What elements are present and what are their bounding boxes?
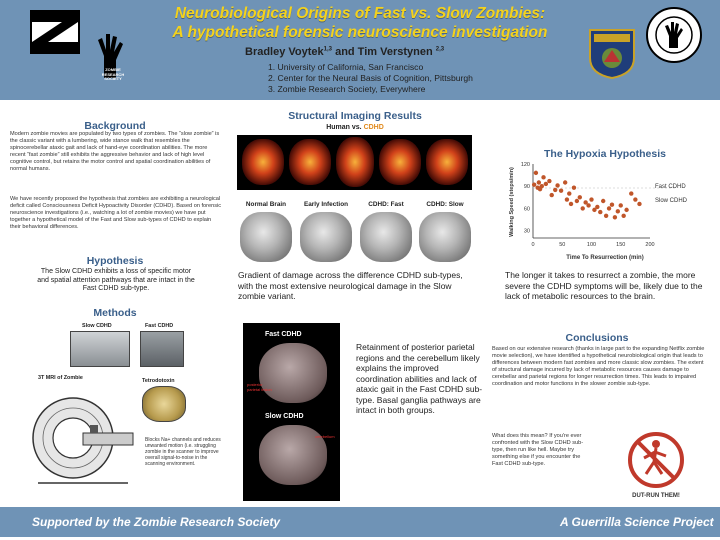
scatter-point	[637, 202, 641, 206]
imaging-subheading-human: Human vs.	[326, 124, 364, 131]
hypoxia-heading: The Hypoxia Hypothesis	[544, 148, 666, 160]
poster-title	[150, 4, 570, 42]
imaging-subheading-cdhd: CDHD	[363, 124, 384, 131]
scatter-point	[616, 209, 620, 213]
scan-slice-1	[242, 139, 284, 185]
y-tick-label: 30	[523, 228, 530, 235]
method-label-fast: Fast CDHD	[145, 323, 174, 329]
affiliation-3: 3. Zombie Research Society, Everywhere	[268, 84, 426, 94]
zombie-logo-text: ZOMBIE RESEARCH SOCIETY	[101, 67, 125, 81]
chart-points	[532, 171, 642, 220]
scatter-point	[601, 199, 605, 203]
scatter-point	[604, 214, 608, 218]
scatter-point	[598, 210, 602, 214]
author-voytek: Bradley Voytek	[245, 46, 324, 58]
running-zombie-icon	[608, 430, 704, 496]
guerrilla-science-logo	[30, 10, 80, 54]
pufferfish-photo	[142, 386, 186, 422]
y-axis-label: Walking Speed (steps/min)	[509, 167, 515, 237]
scatter-point	[629, 191, 633, 195]
brain-annot-parietal: posterior parietal lesion	[247, 382, 272, 392]
run-sign	[608, 430, 704, 505]
fast-brain-render	[259, 343, 327, 403]
fast-slow-brain-panel	[243, 323, 340, 501]
footer-sponsor: Supported by the Zombie Research Society	[32, 515, 281, 529]
background-para-1: Modern zombie movies are populated by two types of zombies. The “slow zombie” is the classic variant with a lumbering, wide stance walk that resembles the spinocerebellar ataxic gait and lack of hand-eye coordination abilities. The more recent “fast zombie” still exhibits the aggressive behavior and lack of high level cognitive control, but retains the motor control and spatial coordination abilities of normal humans.	[10, 131, 220, 172]
mri-scanner-illustration	[28, 383, 138, 498]
scatter-point	[613, 215, 617, 219]
annotation-fast: Fast CDHD	[655, 184, 686, 190]
scatter-point	[541, 175, 545, 179]
scatter-point	[540, 184, 544, 188]
title-line-1: Neurobiological Origins of Fast vs. Slow Zombies:	[174, 5, 546, 22]
hypothesis-heading: Hypothesis	[86, 255, 144, 267]
brains-text: Retainment of posterior parietal regions and the cerebellum likely explains the improved coordination abilities and lack of ataxic gait in the Fast CDHD sub-type. Basal ganglia pathways are intact in both groups.	[356, 342, 483, 415]
scatter-point	[578, 195, 582, 199]
scatter-point	[589, 197, 593, 201]
scan-slice-2	[289, 139, 331, 185]
y-tick-label: 90	[523, 184, 530, 191]
scan-label-slow: CDHD: Slow	[426, 201, 464, 208]
scan-label-fast: CDHD: Fast	[368, 201, 404, 208]
scatter-point	[567, 191, 571, 195]
z-icon	[32, 12, 78, 52]
scatter-point	[565, 197, 569, 201]
scatter-point	[537, 180, 541, 184]
x-axis-label: Time To Resurrection (min)	[566, 255, 644, 261]
brain-render-fast	[360, 212, 412, 262]
mri-scanner-icon	[28, 383, 138, 498]
run-sign-text: DUT-RUN THEM!	[632, 493, 680, 499]
title-line-2: A hypothetical forensic neuroscience investigation	[172, 24, 548, 41]
x-tick-label: 200	[645, 242, 655, 248]
y-tick-label: 60	[523, 206, 530, 213]
brain-render-slow	[419, 212, 471, 262]
x-tick-label: 50	[559, 242, 566, 248]
scatter-point	[619, 203, 623, 207]
conclusions-para-1: Based on our extensive research (thanks in large part to the expanding Netflix zombie movie selection), we have identified a hypothetical neurobiological origin that leads to differences between modern fast zombies and more classic slow zombies. The extent of structural damage incurred by lack of metabolic resources causes damage to cerebellar and parietal regions for longer resurrection times. This leads to impaired coordination and motor functions in the slower zombie sub-type.	[492, 346, 705, 387]
scan-slice-4	[379, 139, 421, 185]
scatter-point	[581, 206, 585, 210]
methods-caption: Blocks Na+ channels and reduces unwanted motion (i.e. struggling zombie in the scanner to improve overall signal-to-noise in the scanning environment.	[145, 437, 221, 467]
y-tick-label: 120	[520, 162, 530, 168]
zombie-society-seal	[645, 6, 703, 64]
author-and: and Tim Verstynen	[332, 46, 436, 58]
scatter-point	[563, 180, 567, 184]
mri-scan-strip	[237, 135, 472, 190]
scan-slice-5	[426, 139, 468, 185]
fast-zombie-photo	[140, 331, 184, 367]
method-label-mri: 3T MRI of Zombie	[38, 375, 83, 381]
unit-patch-badge	[588, 28, 636, 80]
brain-render-normal	[240, 212, 292, 262]
scatter-point	[633, 197, 637, 201]
imaging-caption: Gradient of damage across the difference CDHD sub-types, with the most extensive neurological damage in the Slow zombie variant.	[238, 270, 463, 301]
annotation-slow: Slow CDHD	[655, 198, 688, 204]
brain-annot-cerebellum: cerebellum	[315, 434, 335, 439]
scatter-point	[555, 183, 559, 187]
scatter-point	[550, 193, 554, 197]
methods-heading: Methods	[93, 307, 137, 319]
author-sup-2: 2,3	[435, 46, 445, 53]
background-para-2: We have recently proposed the hypothesis that zombies are exhibiting a neurological deficit called Consciousness Deficit Hypoactivity Disorder (CDHD). Based on forensic neuroscience investigations (i.e., watching a lot of zombie movies) we have put together a hypothetical model of the Fast and Slow sub-types of CDHD to explain their behavioral differences.	[10, 196, 222, 230]
scatter-point	[586, 203, 590, 207]
zombie-research-logo	[90, 30, 130, 80]
brain-render-early	[300, 212, 352, 262]
authors	[245, 46, 565, 58]
scatter-point	[572, 185, 576, 189]
imaging-subheading	[235, 124, 475, 131]
slow-zombie-photo	[70, 331, 130, 367]
hypothesis-text: The Slow CDHD exhibits a loss of specific motor and spatial attention pathways that are intact in the Fast CDHD sub-type.	[37, 268, 195, 293]
footer-project: A Guerrilla Science Project	[560, 515, 714, 529]
hypoxia-caption: The longer it takes to resurrect a zombie, the more severe the CDHD symptoms will be, likely due to the lack of metabolic resources to the brain.	[505, 270, 703, 301]
scan-slice-3	[336, 137, 374, 187]
x-tick-label: 0	[531, 242, 535, 248]
method-label-slow: Slow CDHD	[82, 323, 112, 329]
x-tick-label: 150	[616, 242, 626, 248]
hypoxia-scatter-plot	[505, 160, 705, 265]
scatter-point	[595, 205, 599, 209]
seal-icon	[645, 6, 703, 64]
background-heading: Background	[84, 120, 146, 132]
slow-cdhd-brain-label: Slow CDHD	[265, 413, 304, 420]
affiliation-2: 2. Center for the Neural Basis of Cognition, Pittsburgh	[268, 73, 473, 83]
scatter-point	[547, 179, 551, 183]
scatter-point	[621, 214, 625, 218]
scatter-point	[534, 171, 538, 175]
imaging-heading: Structural Imaging Results	[288, 110, 422, 122]
scatter-point	[610, 203, 614, 207]
affiliation-1: 1. University of California, San Francisco	[268, 62, 424, 72]
scatter-point	[553, 188, 557, 192]
x-tick-label: 100	[586, 242, 597, 248]
scatter-point	[607, 206, 611, 210]
scatter-point	[544, 182, 548, 186]
scatter-point	[624, 208, 628, 212]
conclusions-para-2: What does this mean? If you're ever confronted with the Slow CDHD sub-type, then run like hell. Maybe try something else if you encounter the Fast CDHD sub-type.	[492, 433, 584, 467]
shield-icon	[588, 28, 636, 80]
scatter-point	[569, 202, 573, 206]
scatter-point	[575, 199, 579, 203]
scan-label-early: Early Infection	[303, 201, 349, 208]
fast-cdhd-brain-label: Fast CDHD	[265, 331, 302, 338]
scatter-point	[559, 188, 563, 192]
scan-label-normal: Normal Brain	[245, 201, 287, 208]
scatter-point	[532, 183, 536, 187]
method-label-ttx: Tetrodotoxin	[142, 378, 175, 384]
hypoxia-chart	[505, 160, 705, 265]
conclusions-heading: Conclusions	[565, 332, 629, 344]
author-sup-1: 1,3	[323, 46, 333, 53]
